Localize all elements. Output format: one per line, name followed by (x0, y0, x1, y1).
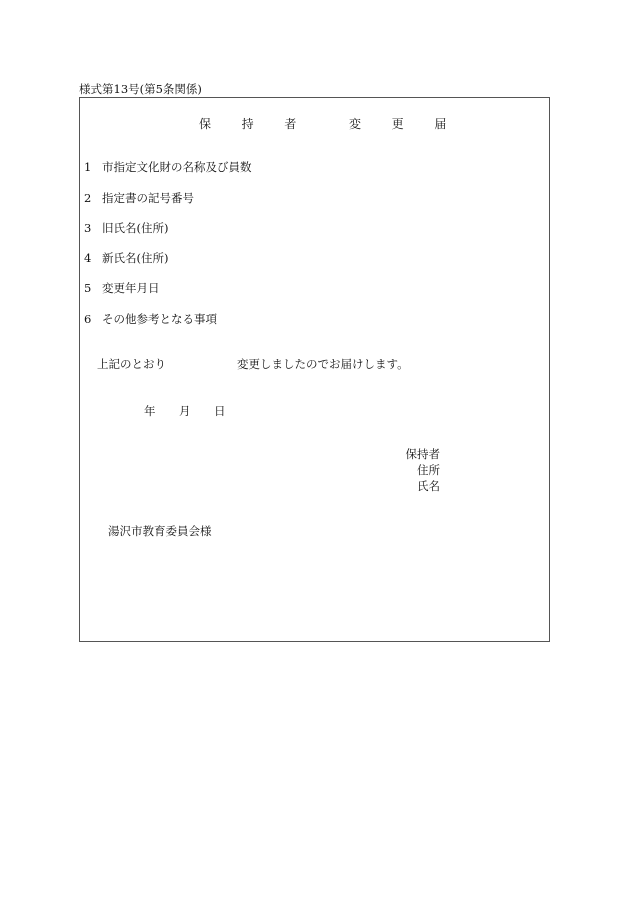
list-item (84, 280, 160, 296)
document-title-holder (199, 115, 296, 132)
statement-part2: 変更しましたのでお届けします。 (237, 357, 409, 371)
list-item (84, 311, 217, 327)
item-number: 3 (84, 221, 92, 235)
title-char: 持 (241, 117, 254, 131)
item-number: 1 (84, 160, 92, 174)
item-label: 新氏名(住所) (102, 251, 169, 265)
item-number: 2 (84, 191, 92, 205)
item-number: 4 (84, 251, 92, 265)
date-day: 日 (214, 404, 226, 418)
list-item (84, 250, 168, 266)
item-label: 指定書の記号番号 (102, 191, 194, 205)
list-item (84, 190, 194, 206)
item-number: 6 (84, 312, 92, 326)
title-char: 届 (434, 117, 447, 131)
form-number: 様式第13号(第5条関係) (79, 82, 202, 96)
title-char: 保 (199, 117, 212, 131)
title-char: 者 (284, 117, 297, 131)
document-title-change (349, 115, 446, 132)
item-label: 旧氏名(住所) (102, 221, 169, 235)
date-month: 月 (179, 404, 191, 418)
statement-part1: 上記のとおり (97, 357, 166, 371)
title-char: 変 (349, 117, 362, 131)
addressee: 湯沢市教育委員会様 (108, 524, 212, 538)
list-item (84, 220, 168, 236)
date-year: 年 (144, 404, 156, 418)
name-label: 氏名 (417, 479, 440, 493)
title-char: 更 (391, 117, 404, 131)
address-label: 住所 (417, 463, 440, 477)
item-label: 変更年月日 (102, 281, 160, 295)
item-label: その他参考となる事項 (102, 312, 217, 326)
list-item (84, 159, 252, 175)
item-number: 5 (84, 281, 92, 295)
holder-label: 保持者 (405, 447, 440, 461)
item-label: 市指定文化財の名称及び員数 (102, 160, 252, 174)
